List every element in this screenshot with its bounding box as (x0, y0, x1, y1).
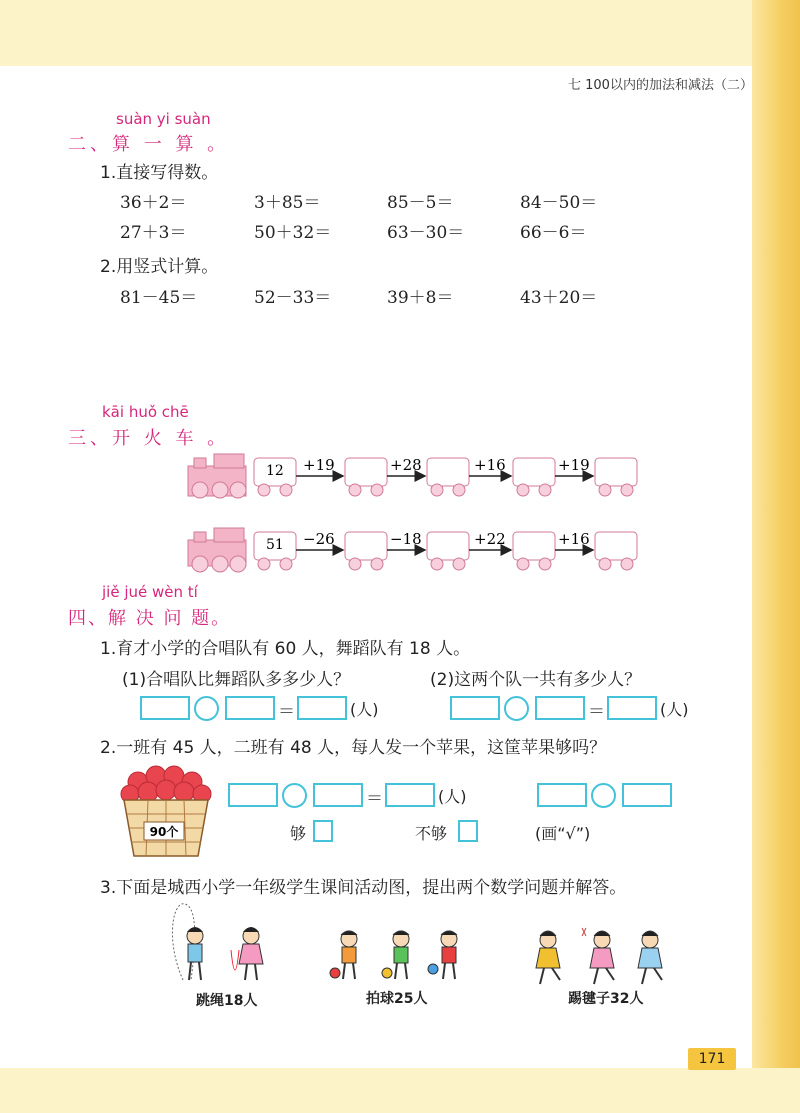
equation: 84－50＝ (520, 193, 598, 213)
shuttlecock-kids-image (520, 922, 680, 990)
activity-caption: 踢毽子32人 (568, 991, 644, 1007)
operator-circle[interactable] (591, 783, 616, 808)
train-car-blank (513, 532, 555, 570)
equals-sign: ＝ (366, 789, 383, 809)
operator-circle[interactable] (282, 783, 307, 808)
not-enough-checkbox[interactable] (458, 820, 478, 842)
unit-label: (人) (660, 700, 689, 719)
train1-op-1: +19 (303, 456, 335, 474)
answer-box[interactable] (313, 783, 363, 807)
section4-q1b: (2)这两个队一共有多少人？ (430, 670, 642, 690)
ball-kids-image (325, 925, 475, 990)
train-car-blank (345, 458, 387, 496)
equation: 63－30＝ (387, 223, 465, 243)
chapter-header: 七 100以内的加法和减法（二） (568, 78, 753, 93)
locomotive-1 (188, 454, 246, 498)
train2-op-2: −18 (390, 530, 422, 548)
equals-sign: ＝ (588, 702, 605, 722)
not-enough-label: 不够 (415, 824, 448, 843)
train-car-blank (427, 532, 469, 570)
section4-title: 四、解 决 问 题。 (68, 608, 232, 629)
equation: 39＋8＝ (387, 288, 454, 308)
operator-circle[interactable] (194, 696, 219, 721)
equation: 85－5＝ (387, 193, 454, 213)
section4-q1a: (1)合唱队比舞蹈队多多少人？ (122, 670, 351, 690)
answer-box[interactable] (225, 696, 275, 720)
activity-caption: 跳绳18人 (196, 993, 258, 1009)
section3-pinyin: kāi huǒ chē (102, 403, 189, 421)
train2-op-1: −26 (303, 530, 335, 548)
train-car-blank (427, 458, 469, 496)
operator-circle[interactable] (504, 696, 529, 721)
answer-box[interactable] (622, 783, 672, 807)
section2-pinyin: suàn yi suàn (116, 110, 211, 128)
locomotive-2 (188, 528, 246, 572)
unit-label: (人) (438, 787, 467, 806)
equation: 27＋3＝ (120, 223, 187, 243)
answer-box[interactable] (535, 696, 585, 720)
train-car-blank (595, 532, 637, 570)
jump-rope-kids-image (165, 900, 285, 990)
answer-box[interactable] (607, 696, 657, 720)
answer-box[interactable] (140, 696, 190, 720)
train1-op-4: +19 (558, 456, 590, 474)
equation: 3＋85＝ (254, 193, 321, 213)
page-top-band (0, 0, 800, 66)
equation: 43＋20＝ (520, 288, 598, 308)
unit-label: (人) (350, 700, 379, 719)
enough-checkbox[interactable] (313, 820, 333, 842)
section2-q2: 2.用竖式计算。 (100, 257, 219, 277)
train-car-blank (513, 458, 555, 496)
train-diagram (180, 448, 650, 580)
equation: 52－33＝ (254, 288, 332, 308)
basket-label: 90个 (149, 825, 179, 839)
activity-caption: 拍球25人 (366, 991, 428, 1007)
answer-box[interactable] (385, 783, 435, 807)
equation: 81－45＝ (120, 288, 198, 308)
section4-q3: 3.下面是城西小学一年级学生课间活动图，提出两个数学问题并解答。 (100, 878, 627, 898)
train1-start-value: 12 (266, 463, 284, 479)
section4-q2: 2.一班有 45 人，二班有 48 人，每人发一个苹果，这筐苹果够吗？ (100, 738, 607, 758)
train-car-blank (345, 532, 387, 570)
section3-title: 三、开 火 车 。 (68, 428, 230, 449)
section2-title: 二、算 一 算 。 (68, 134, 230, 155)
equation: 50＋32＝ (254, 223, 332, 243)
equation: 36＋2＝ (120, 193, 187, 213)
section2-q1: 1.直接写得数。 (100, 163, 219, 183)
answer-box[interactable] (228, 783, 278, 807)
train2-op-4: +16 (558, 530, 590, 548)
train-car-blank (595, 458, 637, 496)
page-number: 171 (688, 1048, 736, 1070)
enough-label: 够 (290, 824, 307, 843)
train2-start-value: 51 (266, 537, 284, 553)
apple-basket-image (118, 760, 214, 860)
equals-sign: ＝ (278, 702, 295, 722)
train1-op-3: +16 (474, 456, 506, 474)
answer-box[interactable] (450, 696, 500, 720)
page-bottom-band (0, 1068, 800, 1113)
answer-box[interactable] (297, 696, 347, 720)
book-edge (752, 0, 800, 1113)
answer-box[interactable] (537, 783, 587, 807)
train1-op-2: +28 (390, 456, 422, 474)
check-hint: (画“√”) (535, 824, 591, 843)
train2-op-3: +22 (474, 530, 506, 548)
section4-pinyin: jiě jué wèn tí (102, 583, 198, 601)
section4-q1: 1.育才小学的合唱队有 60 人，舞蹈队有 18 人。 (100, 639, 471, 659)
equation: 66－6＝ (520, 223, 587, 243)
